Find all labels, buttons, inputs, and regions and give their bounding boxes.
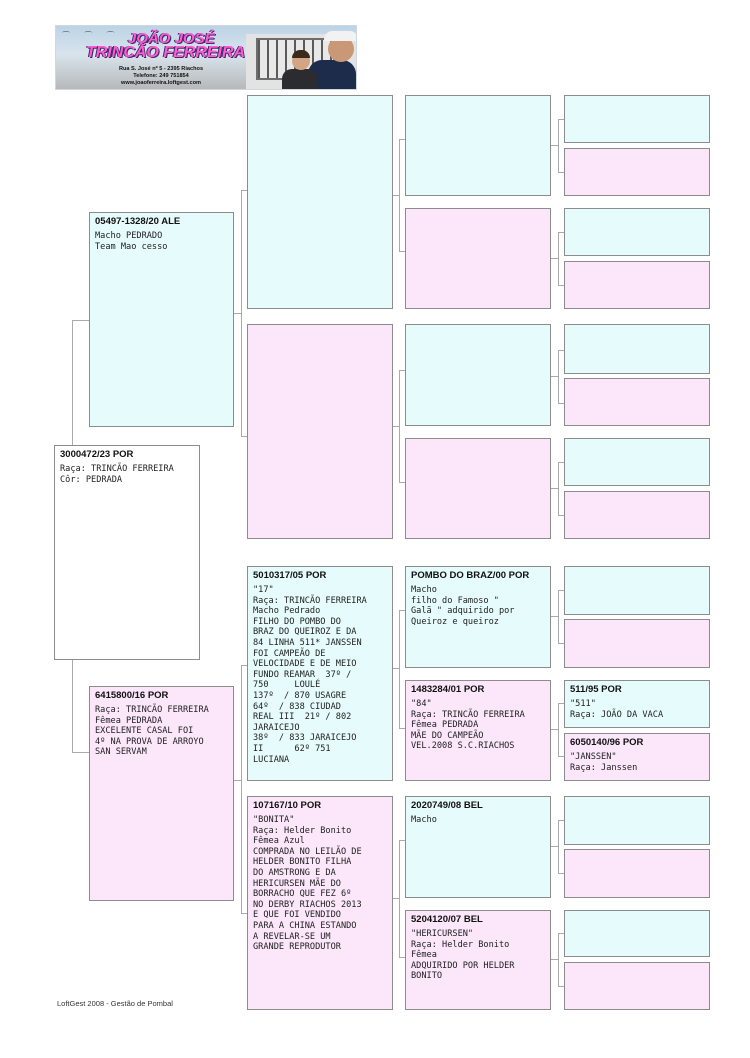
footer-credit: LoftGest 2008 - Gestão de Pombal [57, 999, 173, 1008]
dam-card[interactable] [89, 686, 234, 901]
g5-card-16[interactable] [564, 962, 710, 1010]
dam-dam-details: "BONITA" Raça: Helder Bonito Fêmea Azul COMPRADA NO LEILÃO DE HELDER BONITO FILHA DO AMSTRONG E DA HERICURSEN MÃE DO BORRACHO QUE FEZ 6º NO DERBY RIACHOS 2013 E QUE FOI VENDIDO PARA A CHINA ESTANDO A REVELAR-SE UM GRANDE REPRODUTOR [253, 815, 362, 953]
banner-website: www.joaoferreira.loftgest.com [121, 80, 201, 86]
g5-card-5[interactable] [564, 324, 710, 374]
dam-dam-card[interactable] [247, 796, 393, 1010]
dsds-details: "511" Raça: JOÃO DA VACA [570, 699, 664, 720]
dam-dam-ring-number: 107167/10 POR [253, 800, 322, 811]
dds-ring-number: 2020749/08 BEL [411, 800, 483, 811]
g5-card-13[interactable] [564, 796, 710, 845]
sire-card[interactable] [89, 212, 234, 427]
sire-sire-card[interactable] [247, 95, 393, 309]
dss-ring-number: POMBO DO BRAZ/00 POR [411, 570, 530, 581]
dam-sire-ring-number: 5010317/05 POR [253, 570, 327, 581]
dam-sire-card[interactable] [247, 566, 393, 781]
ddd-ring-number: 5204120/07 BEL [411, 914, 483, 925]
dsdd-details: "JANSSEN" Raça: Janssen [570, 752, 638, 773]
sdd-card[interactable] [405, 438, 551, 539]
g5-card-4[interactable] [564, 261, 710, 309]
subject-ring-number: 3000472/23 POR [60, 449, 134, 460]
ddd-details: "HERICURSEN" Raça: Helder Bonito Fêmea ADQUIRIDO POR HELDER BONITO [411, 929, 515, 982]
pigeon-flock-icon: ⌒ ⌒ ⌒ [62, 31, 121, 40]
dss-card[interactable] [405, 566, 551, 668]
dsds-ring-number: 511/95 POR [570, 684, 622, 695]
dsd-ring-number: 1483284/01 POR [411, 684, 485, 695]
dds-card[interactable] [405, 796, 551, 898]
dam-sire-details: "17" Raça: TRINCÃO FERREIRA Macho Pedrado FILHO DO POMBO DO BRAZ DO QUEIROZ E DA 84 LINHA 511* JANSSEN FOI CAMPEÃO DE VELOCIDADE E DE MEIO FUNDO REAMAR 37º / 750 LOULÉ 137º / 870 USAGRE 64º / 838 CIUDAD REAL III 21º / 802 JARAICEJO 38º / 833 JARAICEJO II 62º 751 LUCIANA [253, 585, 367, 765]
banner-address: Rua S. José nº 5 - 2395 Riachos [118, 66, 204, 72]
dam-details: Raça: TRINCÃO FERREIRA Fêmea PEDRADA EXCELENTE CASAL FOI 4º NA PROVA DE ARROYO SAN SERVAM [95, 705, 209, 758]
dsdd-card[interactable] [564, 733, 710, 781]
g5-card-10[interactable] [564, 619, 710, 668]
banner-name-line1: JOÃO JOSÉ [128, 30, 215, 47]
g5-card-14[interactable] [564, 849, 710, 898]
banner-phone: Telefone: 249 751854 [133, 73, 189, 79]
sds-card[interactable] [405, 324, 551, 426]
g5-card-1[interactable] [564, 95, 710, 143]
dsds-card[interactable] [564, 680, 710, 728]
sss-card[interactable] [405, 95, 551, 196]
dds-details: Macho [411, 815, 437, 825]
sire-ring-number: 05497-1328/20 ALE [95, 216, 181, 227]
g5-card-7[interactable] [564, 438, 710, 486]
sire-details: Macho PEDRADO Team Mao cesso [95, 231, 168, 252]
header-banner [55, 25, 357, 90]
dam-ring-number: 6415800/16 POR [95, 690, 169, 701]
g5-card-3[interactable] [564, 208, 710, 256]
ddd-card[interactable] [405, 910, 551, 1010]
dsd-details: "84" Raça: TRINCÃO FERREIRA Fêmea PEDRADA MÃE DO CAMPEÃO VEL.2008 S.C.RIACHOS [411, 699, 525, 752]
subject-pigeon-card[interactable] [54, 445, 200, 660]
banner-name-line2: TRINCÃO FERREIRA [86, 44, 246, 61]
banner-man-cap [324, 31, 357, 41]
g5-card-9[interactable] [564, 566, 710, 615]
subject-details: Raça: TRINCÃO FERREIRA Côr: PEDRADA [60, 464, 174, 485]
dsdd-ring-number: 6050140/96 POR [570, 737, 644, 748]
dss-details: Macho filho do Famoso " Galã " adquirido por Queiroz e queiroz [411, 585, 515, 627]
g5-card-6[interactable] [564, 378, 710, 426]
banner-boy-hair [292, 50, 310, 58]
banner-boy-figure [282, 69, 318, 90]
dsd-card[interactable] [405, 680, 551, 781]
sire-dam-card[interactable] [247, 324, 393, 539]
g5-card-8[interactable] [564, 491, 710, 539]
g5-card-2[interactable] [564, 148, 710, 196]
g5-card-15[interactable] [564, 910, 710, 957]
ssd-card[interactable] [405, 208, 551, 309]
